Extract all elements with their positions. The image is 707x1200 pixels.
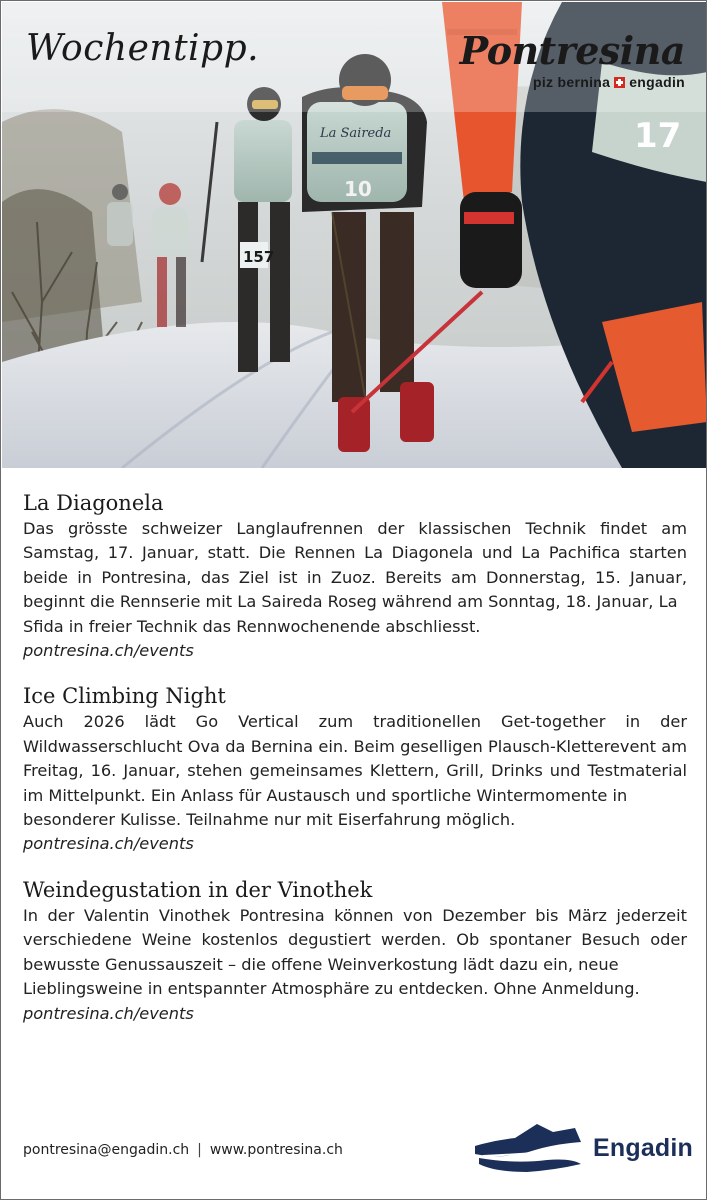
footer-separator: | [197,1142,202,1158]
events-link[interactable]: pontresina.ch/events [23,834,194,854]
engadin-wordmark: Engadin [593,1134,694,1162]
article-diagonela [23,489,687,663]
footer-contact [23,1142,343,1158]
logo-sub-left: piz bernina [533,74,611,90]
article-body: Das grösste schweizer Langlaufrennen der klassischen Technik findet am Samstag, 17. Januar, statt. Die Rennen La Diagonela und La Pachifica starten beide in Pontresina, das Ziel ist in Zuoz. Bereits am Donnerstag, 15. Januar, beginnt die Rennserie mit La Saireda Roseg während am Sonntag, 18. Januar, La [23,519,687,612]
engadin-logo [475,1120,694,1180]
bib-number: 157 [243,248,275,266]
events-link[interactable]: pontresina.ch/events [23,1003,194,1023]
article-ice-climbing [23,682,687,856]
article-body: Auch 2026 lädt Go Vertical zum traditionellen Get-together in der Wildwasserschlucht Ova da Bernina ein. Beim geselligen Plausch-Kletterevent am Freitag, 16. Januar, stehen gemeinsames Klettern, Grill, Drinks und Testmaterial im Mittelpunkt. Ein Anlass für Austausch und sportliche Wintermomente in [23,712,687,805]
logo-sub-right: engadin [629,74,685,90]
swiss-flag-icon [614,77,625,88]
bib-number: 10 [344,177,372,201]
hero-photo [2,2,707,468]
bib-banner: La Saireda [320,126,392,141]
articles [23,489,687,1045]
events-link[interactable]: pontresina.ch/events [23,641,194,661]
article-body-end: besonderer Kulisse. Teilnahme nur mit Eiserfahrung möglich. [23,810,516,830]
kicker-heading: Wochentipp. [26,28,260,69]
email-link[interactable]: pontresina@engadin.ch [23,1142,190,1158]
article-title: Weindegustation in der Vinothek [23,877,373,902]
website-link[interactable]: www.pontresina.ch [209,1142,343,1158]
article-title: Ice Climbing Night [23,684,226,709]
article-body-end: Sfida in freier Technik das Rennwochenende abschliesst. [23,616,481,636]
article-body-end: Lieblingsweine in entspannter Atmosphäre zu entdecken. Ohne Anmeldung. [23,979,640,999]
logo-subline [460,74,685,90]
article-weindegustation [23,876,687,1026]
pontresina-logo [459,28,685,90]
article-body: In der Valentin Vinothek Pontresina können von Dezember bis März jederzeit verschiedene Weine kostenlos degustiert werden. Ob spontaner Besuch oder bewusste Genussauszeit – die offene Weinverkostung lädt dazu ein, neue [23,905,687,974]
engadin-mountain-icon [475,1120,587,1180]
bib-number: 17 [634,116,682,156]
article-title: La Diagonela [23,491,164,515]
logo-wordmark: Pontresina [459,28,685,73]
